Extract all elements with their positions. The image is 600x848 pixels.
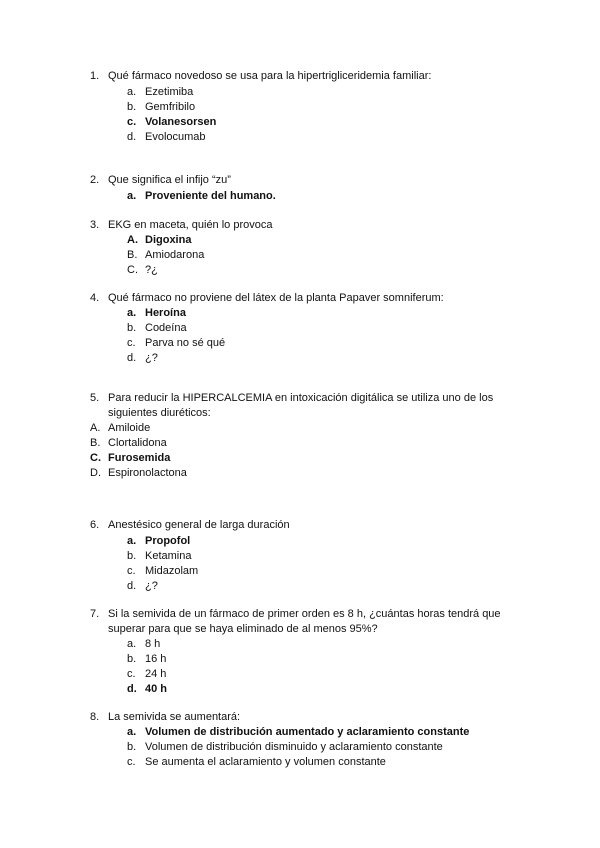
option-letter: d. bbox=[127, 352, 137, 364]
option-text: Parva no sé qué bbox=[145, 337, 226, 349]
question-6-option-4 bbox=[127, 579, 158, 593]
question-4-option-3 bbox=[127, 336, 226, 350]
question-1-option-3 bbox=[127, 115, 217, 129]
question-8-text bbox=[90, 710, 241, 724]
option-letter: a. bbox=[127, 190, 137, 202]
question-4-option-1 bbox=[127, 306, 186, 320]
question-4-text bbox=[90, 291, 444, 305]
question-5-option-1 bbox=[90, 421, 151, 435]
question-text: Para reducir la HIPERCALCEMIA en intoxicación digitálica se utiliza uno de los bbox=[108, 392, 494, 404]
question-8-option-1 bbox=[127, 725, 470, 739]
option-letter: d. bbox=[127, 131, 137, 143]
option-text-correct: Furosemida bbox=[108, 452, 171, 464]
option-text: Amiloide bbox=[108, 422, 151, 434]
option-text: ¿? bbox=[145, 580, 158, 592]
option-text: Espironolactona bbox=[108, 467, 187, 479]
option-letter: a. bbox=[127, 307, 137, 319]
question-4-option-2 bbox=[127, 321, 187, 335]
option-letter: C. bbox=[127, 264, 138, 276]
option-text: Amiodarona bbox=[145, 249, 205, 261]
question-5-text bbox=[90, 391, 494, 405]
question-text: Qué fármaco novedoso se usa para la hipertrigliceridemia familiar: bbox=[108, 70, 432, 82]
option-letter: c. bbox=[127, 668, 136, 680]
option-text: Ezetimiba bbox=[145, 86, 194, 98]
question-7-option-4 bbox=[127, 682, 168, 696]
question-number: 2. bbox=[90, 174, 100, 186]
question-7-text bbox=[108, 622, 378, 636]
option-text-correct: Propofol bbox=[145, 535, 191, 547]
question-5-option-4 bbox=[90, 466, 187, 480]
question-text: Qué fármaco no proviene del látex de la planta Papaver somniferum: bbox=[108, 292, 444, 304]
question-6-option-1 bbox=[127, 534, 191, 548]
option-text: 16 h bbox=[145, 653, 167, 665]
option-letter: D. bbox=[90, 467, 101, 479]
question-number: 7. bbox=[90, 608, 100, 620]
option-text: ¿? bbox=[145, 352, 158, 364]
question-text: Si la semivida de un fármaco de primer orden es 8 h, ¿cuántas horas tendrá que bbox=[108, 608, 501, 620]
option-letter: A. bbox=[127, 234, 138, 246]
question-text: La semivida se aumentará: bbox=[108, 711, 241, 723]
option-text: 24 h bbox=[145, 668, 167, 680]
question-8-option-3 bbox=[127, 755, 386, 769]
question-number: 4. bbox=[90, 292, 100, 304]
option-letter: a. bbox=[127, 86, 137, 98]
question-7-option-3 bbox=[127, 667, 167, 681]
question-4-option-4 bbox=[127, 351, 158, 365]
question-text: Anestésico general de larga duración bbox=[108, 519, 290, 531]
question-1-option-1 bbox=[127, 85, 194, 99]
question-2-text bbox=[90, 173, 231, 187]
option-letter: A. bbox=[90, 422, 101, 434]
question-number: 5. bbox=[90, 392, 100, 404]
option-text-correct: Digoxina bbox=[145, 234, 192, 246]
option-text: Midazolam bbox=[145, 565, 199, 577]
question-5-option-3 bbox=[90, 451, 171, 465]
question-3-option-2 bbox=[127, 248, 205, 262]
question-2-option-1 bbox=[127, 189, 276, 203]
question-text: EKG en maceta, quién lo provoca bbox=[108, 219, 273, 231]
question-text: siguientes diuréticos: bbox=[108, 407, 211, 419]
option-text-correct: 40 h bbox=[145, 683, 168, 695]
question-number: 1. bbox=[90, 70, 100, 82]
option-letter: b. bbox=[127, 550, 137, 562]
option-letter: c. bbox=[127, 756, 136, 768]
option-letter: c. bbox=[127, 565, 136, 577]
question-7-option-1 bbox=[127, 637, 161, 651]
option-text: ?¿ bbox=[145, 264, 158, 276]
option-letter: d. bbox=[127, 580, 137, 592]
question-1-text bbox=[90, 69, 432, 83]
question-3-option-1 bbox=[127, 233, 192, 247]
option-letter: c. bbox=[127, 337, 136, 349]
option-letter: B. bbox=[127, 249, 138, 261]
question-6-text bbox=[90, 518, 290, 532]
option-text: 8 h bbox=[145, 638, 161, 650]
option-text-correct: Volanesorsen bbox=[145, 116, 217, 128]
question-3-text bbox=[90, 218, 273, 232]
question-1-option-4 bbox=[127, 130, 206, 144]
option-text: Gemfribilo bbox=[145, 101, 196, 113]
option-letter: a. bbox=[127, 726, 137, 738]
option-letter: b. bbox=[127, 101, 137, 113]
option-letter: a. bbox=[127, 535, 137, 547]
option-letter: b. bbox=[127, 653, 137, 665]
option-text-correct: Volumen de distribución aumentado y aclaramiento constante bbox=[145, 726, 470, 738]
option-letter: c. bbox=[127, 116, 137, 128]
option-text: Codeína bbox=[145, 322, 187, 334]
question-6-option-2 bbox=[127, 549, 192, 563]
question-number: 6. bbox=[90, 519, 100, 531]
question-7-option-2 bbox=[127, 652, 167, 666]
option-text-correct: Proveniente del humano. bbox=[145, 190, 276, 202]
option-text: Clortalidona bbox=[108, 437, 167, 449]
option-letter: C. bbox=[90, 452, 101, 464]
option-text-correct: Heroína bbox=[145, 307, 186, 319]
question-number: 3. bbox=[90, 219, 100, 231]
question-text: Que significa el infijo “zu” bbox=[108, 174, 231, 186]
question-text: superar para que se haya eliminado de al menos 95%? bbox=[108, 623, 378, 635]
question-3-option-3 bbox=[127, 263, 158, 277]
option-text: Volumen de distribución disminuido y aclaramiento constante bbox=[145, 741, 443, 753]
option-letter: d. bbox=[127, 683, 137, 695]
option-text: Se aumenta el aclaramiento y volumen constante bbox=[145, 756, 386, 768]
question-5-option-2 bbox=[90, 436, 167, 450]
option-letter: B. bbox=[90, 437, 101, 449]
question-number: 8. bbox=[90, 711, 100, 723]
question-1-option-2 bbox=[127, 100, 196, 114]
option-letter: a. bbox=[127, 638, 137, 650]
option-letter: b. bbox=[127, 741, 137, 753]
option-text: Ketamina bbox=[145, 550, 192, 562]
option-text: Evolocumab bbox=[145, 131, 206, 143]
question-6-option-3 bbox=[127, 564, 199, 578]
question-8-option-2 bbox=[127, 740, 443, 754]
option-letter: b. bbox=[127, 322, 137, 334]
question-7-text bbox=[90, 607, 501, 621]
question-5-text bbox=[108, 406, 211, 420]
